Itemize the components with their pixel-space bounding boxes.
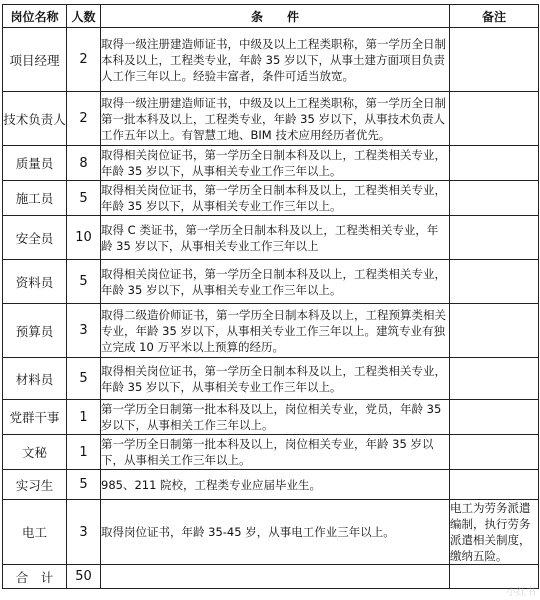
conditions-cell: 取得一级注册建造师证书，中级及以上工程类职称，第一学历全日制第一批本科及以上，工程类专业，年龄 35 岁以下，从事技术负责人工作五年以上。有智慧工地、BIM 技术应用经历者优先。: [101, 92, 450, 146]
header-count: 人数: [67, 5, 101, 28]
position-cell: 技术负责人: [3, 92, 67, 146]
conditions-cell: 第一学历全日制第一批本科及以上，岗位相关专业，年龄 35 岁以下，从事相关工作三年以上。: [101, 435, 450, 470]
table-row: [3, 500, 539, 565]
conditions-cell: 取得 C 类证书，第一学历全日制本科及以上，工程类相关专业，年龄 35 岁以下，从事相关专业工作三年以上: [101, 216, 450, 260]
notes-cell: [450, 400, 539, 435]
table-row: [3, 181, 539, 216]
position-cell: 施工员: [3, 181, 67, 216]
conditions-cell: 取得一级注册建造师证书，中级及以上工程类职称，第一学历全日制本科及以上，工程类专业，年龄 35 岁以下，从事土建方面项目负责人工作三年以上。经验丰富者，条件可适当放宽。: [101, 28, 450, 92]
notes-cell: [450, 260, 539, 304]
table-row: [3, 28, 539, 92]
position-cell: 电工: [3, 500, 67, 565]
conditions-cell: 取得相关岗位证书，第一学历全日制本科及以上，工程类相关专业，年龄 35 岁以下，从事相关专业工作三年以上。: [101, 181, 450, 216]
position-cell: 文秘: [3, 435, 67, 470]
position-cell: 预算员: [3, 304, 67, 358]
position-cell: 实习生: [3, 470, 67, 500]
notes-cell: [450, 216, 539, 260]
position-cell: 党群干事: [3, 400, 67, 435]
notes-cell: [450, 470, 539, 500]
header-position: 岗位名称: [3, 5, 67, 28]
notes-cell: [450, 92, 539, 146]
table-row: [3, 260, 539, 304]
notes-cell: [450, 304, 539, 358]
table-row: [3, 470, 539, 500]
table-row: [3, 216, 539, 260]
notes-cell: [450, 28, 539, 92]
conditions-cell: 取得相关岗位证书，第一学历全日制本科及以上，工程类相关专业，年龄 35 岁以下，从事相关专业工作三年以上。: [101, 146, 450, 181]
header-row: [3, 5, 539, 28]
count-cell: 1: [67, 400, 101, 435]
recruitment-table: [2, 4, 539, 589]
watermark: 小红书: [506, 587, 536, 598]
count-cell: 3: [67, 304, 101, 358]
total-conditions-cell: [101, 565, 450, 589]
table-row: [3, 358, 539, 400]
table-row: [3, 146, 539, 181]
count-cell: 5: [67, 470, 101, 500]
position-cell: 质量员: [3, 146, 67, 181]
conditions-cell: 取得相关岗位证书，第一学历全日制本科及以上，工程类相关专业，年龄 35 岁以下，从事相关专业工作三年以上。: [101, 358, 450, 400]
header-conditions: 条 件: [101, 5, 450, 28]
conditions-cell: 取得岗位证书，年龄 35-45 岁，从事电工作业三年以上。: [101, 500, 450, 565]
total-row: [3, 565, 539, 589]
count-cell: 2: [67, 92, 101, 146]
count-cell: 1: [67, 435, 101, 470]
total-label: 合 计: [3, 565, 67, 589]
notes-cell: 电工为劳务派遣编制，执行劳务派遣相关制度，缴纳五险。: [450, 500, 539, 565]
conditions-cell: 取得二级造价师证书，第一学历全日制本科及以上，工程预算类相关专业，年龄 35 岁以下，从事相关专业工作三年以上。建筑专业有独立完成 10 万平米以上预算的经历。: [101, 304, 450, 358]
count-cell: 5: [67, 181, 101, 216]
conditions-cell: 985、211 院校，工程类专业应届毕业生。: [101, 470, 450, 500]
notes-cell: [450, 358, 539, 400]
position-cell: 项目经理: [3, 28, 67, 92]
count-cell: 2: [67, 28, 101, 92]
table-row: [3, 400, 539, 435]
count-cell: 5: [67, 260, 101, 304]
position-cell: 材料员: [3, 358, 67, 400]
position-cell: 资料员: [3, 260, 67, 304]
position-cell: 安全员: [3, 216, 67, 260]
conditions-cell: 第一学历全日制第一批本科及以上，岗位相关专业，党员，年龄 35 岁以下，从事相关工作三年以上。: [101, 400, 450, 435]
header-notes: 备注: [450, 5, 539, 28]
table-row: [3, 435, 539, 470]
conditions-cell: 取得相关岗位证书，第一学历全日制本科及以上，工程类相关专业，年龄 35 岁以下，从事相关专业工作三年以上。: [101, 260, 450, 304]
count-cell: 5: [67, 358, 101, 400]
notes-cell: [450, 146, 539, 181]
notes-cell: [450, 435, 539, 470]
count-cell: 8: [67, 146, 101, 181]
count-cell: 10: [67, 216, 101, 260]
table-row: [3, 92, 539, 146]
table-row: [3, 304, 539, 358]
count-cell: 3: [67, 500, 101, 565]
total-count: 50: [67, 565, 101, 589]
notes-cell: [450, 181, 539, 216]
